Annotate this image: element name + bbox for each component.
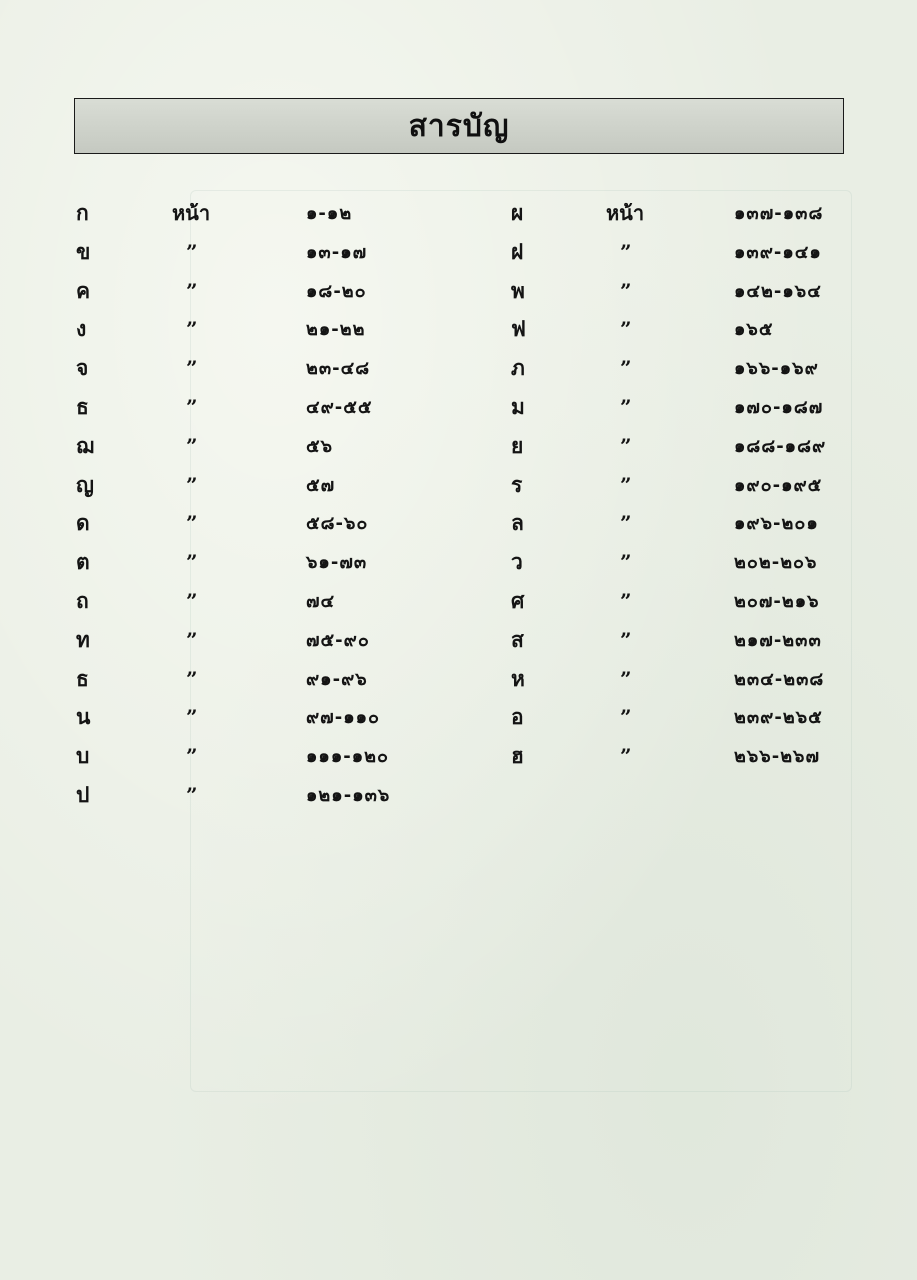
toc-ditto-mark: ” xyxy=(620,317,632,342)
toc-page-range: ๑๖๖-๑๖๙ xyxy=(734,358,819,380)
toc-ditto-mark: ” xyxy=(186,317,198,342)
toc-letter: ก xyxy=(76,201,89,225)
toc-letter: ภ xyxy=(511,356,525,381)
toc-ditto-mark: ” xyxy=(186,705,198,730)
toc-row xyxy=(0,427,917,466)
toc-letter: พ xyxy=(511,278,525,303)
toc-letter: ย xyxy=(511,433,524,458)
toc-page-range: ๗๕-๙๐ xyxy=(306,629,370,651)
toc-row xyxy=(0,233,917,272)
toc-row xyxy=(0,776,917,815)
toc-page-range: ๒๐๗-๒๑๖ xyxy=(734,591,820,612)
toc-letter: ธ xyxy=(76,395,89,419)
toc-ditto-mark: ” xyxy=(620,239,632,264)
toc-ditto-mark: ” xyxy=(186,472,198,497)
toc-page-range: ๒๓๔-๒๓๘ xyxy=(734,668,825,690)
toc-page-range: ๒๖๖-๒๖๗ xyxy=(734,746,821,768)
toc-ditto-mark: ” xyxy=(186,239,198,264)
toc-letter: ฟ xyxy=(511,317,526,342)
toc-letter: ญ xyxy=(76,472,94,497)
toc-letter: ห xyxy=(511,666,525,691)
toc-letter: ส xyxy=(511,627,524,652)
toc-letter: บ xyxy=(76,744,90,769)
toc-row xyxy=(0,466,917,505)
toc-page-range: ๑๓๙-๑๔๑ xyxy=(734,241,822,263)
toc-page-range: ๕๘-๖๐ xyxy=(306,513,369,535)
toc-page-range: ๒๓-๔๘ xyxy=(306,358,371,380)
toc-page-range: ๑-๑๒ xyxy=(306,203,353,224)
toc-letter: ฮ xyxy=(511,744,524,769)
toc-page-range: ๑๘-๒๐ xyxy=(306,280,367,302)
toc-letter: ผ xyxy=(511,201,524,225)
toc-ditto-mark: ” xyxy=(186,395,198,419)
toc-ditto-mark: ” xyxy=(186,744,198,769)
toc-ditto-mark: ” xyxy=(620,278,632,303)
toc-page-range: ๙๑-๙๖ xyxy=(306,668,368,690)
toc-row xyxy=(0,388,917,427)
toc-letter: ข xyxy=(76,239,91,264)
toc-letter: ค xyxy=(76,278,91,303)
toc-letter: ล xyxy=(511,511,524,536)
toc-page-range: ๑๙๖-๒๐๑ xyxy=(734,513,819,535)
toc-page-range: ๖๑-๗๓ xyxy=(306,552,368,574)
toc-ditto-mark: ” xyxy=(620,511,632,536)
toc-ditto-mark: ” xyxy=(186,666,198,691)
toc-row xyxy=(0,310,917,349)
toc-page-range: ๑๖๕ xyxy=(734,319,774,341)
toc-page-range: ๑๓-๑๗ xyxy=(306,241,368,263)
toc-page-range: ๕๗ xyxy=(306,474,336,496)
toc-row xyxy=(0,621,917,660)
toc-letter: อ xyxy=(511,705,524,730)
toc-page-word: หน้า xyxy=(172,201,211,225)
toc-ditto-mark: ” xyxy=(186,783,198,807)
toc-row xyxy=(0,349,917,388)
toc-ditto-mark: ” xyxy=(186,589,198,613)
toc-page-range: ๑๙๐-๑๙๕ xyxy=(734,474,823,496)
toc-letter: ร xyxy=(511,472,523,497)
toc-ditto-mark: ” xyxy=(620,666,632,691)
toc-letter: ศ xyxy=(511,589,525,613)
toc-page-range: ๒๓๙-๒๖๕ xyxy=(734,707,823,729)
toc-ditto-mark: ” xyxy=(620,744,632,769)
toc-letter: ป xyxy=(76,783,90,807)
toc-page-word: หน้า xyxy=(606,201,645,225)
toc-letter: ฌ xyxy=(76,433,94,458)
toc-letter: ด xyxy=(76,511,90,536)
toc-row xyxy=(0,660,917,699)
toc-letter: ฝ xyxy=(511,239,524,264)
toc-page-range: ๙๗-๑๑๐ xyxy=(306,707,381,729)
toc-ditto-mark: ” xyxy=(620,395,632,419)
toc-letter: ถ xyxy=(76,589,89,613)
toc-page-range: ๑๔๒-๑๖๔ xyxy=(734,280,822,302)
toc-row xyxy=(0,737,917,776)
toc-row xyxy=(0,504,917,543)
toc-ditto-mark: ” xyxy=(620,433,632,458)
toc-page-range: ๑๒๑-๑๓๖ xyxy=(306,785,391,806)
toc-row xyxy=(0,272,917,311)
toc-letter: ว xyxy=(511,550,523,575)
toc-page-range: ๑๑๑-๑๒๐ xyxy=(306,746,390,768)
toc-page-range: ๑๓๗-๑๓๘ xyxy=(734,203,824,224)
toc-ditto-mark: ” xyxy=(186,550,198,575)
toc-letter: ง xyxy=(76,317,87,342)
toc-letter: ม xyxy=(511,395,525,419)
toc-ditto-mark: ” xyxy=(186,356,198,381)
toc-page-range: ๒๐๒-๒๐๖ xyxy=(734,552,818,574)
toc-ditto-mark: ” xyxy=(620,356,632,381)
toc-ditto-mark: ” xyxy=(620,589,632,613)
toc-page-range: ๒๑๗-๒๓๓ xyxy=(734,629,822,651)
toc-ditto-mark: ” xyxy=(620,705,632,730)
toc-page-range: ๒๑-๒๒ xyxy=(306,319,366,341)
toc-row xyxy=(0,543,917,582)
toc-ditto-mark: ” xyxy=(186,627,198,652)
toc-ditto-mark: ” xyxy=(186,511,198,536)
title-banner xyxy=(74,98,844,154)
toc-letter: น xyxy=(76,705,91,730)
toc-page-range: ๕๖ xyxy=(306,435,334,457)
toc-ditto-mark: ” xyxy=(620,550,632,575)
toc-ditto-mark: ” xyxy=(186,278,198,303)
toc-page-range: ๑๗๐-๑๘๗ xyxy=(734,397,824,418)
toc-row xyxy=(0,194,917,233)
toc-ditto-mark: ” xyxy=(620,627,632,652)
toc-letter: จ xyxy=(76,356,89,381)
toc-row xyxy=(0,582,917,621)
toc-page-range: ๑๘๘-๑๘๙ xyxy=(734,435,827,457)
toc-page-range: ๗๔ xyxy=(306,591,336,612)
page-title: สารบัญ xyxy=(408,108,510,144)
toc-letter: ธ xyxy=(76,666,89,691)
toc-ditto-mark: ” xyxy=(186,433,198,458)
toc-ditto-mark: ” xyxy=(620,472,632,497)
toc-page-range: ๔๙-๕๕ xyxy=(306,397,373,418)
toc-letter: ต xyxy=(76,550,90,575)
toc-letter: ท xyxy=(76,627,90,652)
toc-row xyxy=(0,698,917,737)
